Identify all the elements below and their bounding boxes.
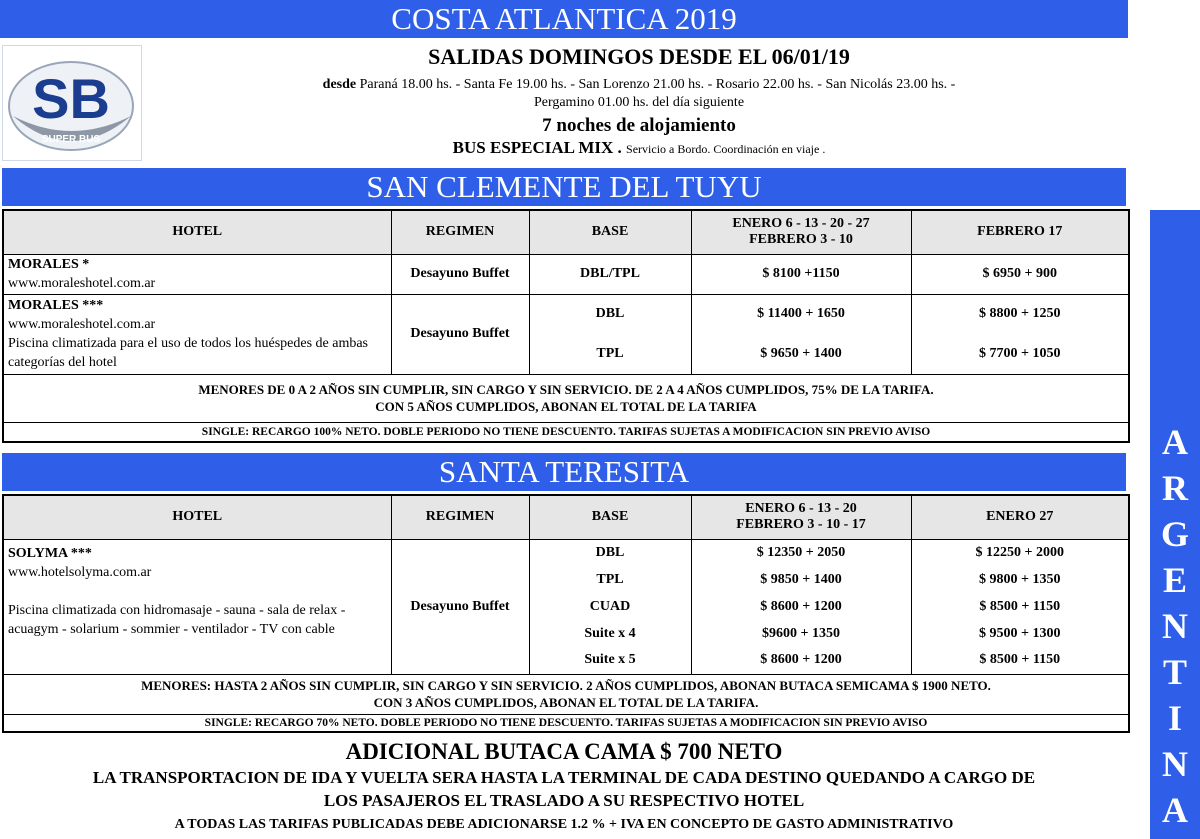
san-clemente-title: SAN CLEMENTE DEL TUYU	[2, 168, 1126, 206]
regimen-cell: Desayuno Buffet	[391, 254, 529, 294]
hotel-description: Piscina climatizada para el uso de todos los huéspedes de ambas categorías del hotel	[8, 336, 369, 370]
col-base: BASE	[529, 495, 691, 539]
san-clemente-rates-table	[2, 209, 1130, 443]
hotel-web: www.hotelsolyma.com.ar	[8, 564, 152, 580]
regimen-cell: Desayuno Buffet	[391, 539, 529, 674]
col-base: BASE	[529, 210, 691, 254]
col-period-1-line1: ENERO 6 - 13 - 20	[745, 501, 857, 517]
col-hotel: HOTEL	[3, 210, 391, 254]
price-period-2: $ 8500 + 1150	[911, 593, 1129, 620]
table-header-row	[3, 210, 1129, 254]
col-regimen: REGIMEN	[391, 210, 529, 254]
santa-teresita-title: SANTA TERESITA	[2, 453, 1126, 491]
logo-letters: SB	[32, 67, 110, 130]
side-letter: A	[1162, 422, 1188, 462]
minors-note-row	[3, 674, 1129, 714]
bus-detail: Servicio a Bordo. Coordinación en viaje .	[626, 142, 826, 156]
minors-note	[3, 674, 1129, 714]
price-period-2: $ 9500 + 1300	[911, 620, 1129, 647]
hotel-description: Piscina climatizada con hidromasaje - sauna - sala de relax - acuagym - solarium - sommier - ventilador - TV con cable	[8, 602, 346, 637]
side-letter: E	[1162, 560, 1187, 600]
base-cell: Suite x 5	[529, 647, 691, 674]
minors-note	[3, 374, 1129, 422]
page-title-banner: COSTA ATLANTICA 2019	[0, 0, 1128, 38]
base-cell: TPL	[529, 566, 691, 593]
single-note-row	[3, 714, 1129, 732]
side-letter: G	[1160, 514, 1189, 554]
hotel-name: MORALES *	[8, 257, 90, 272]
superbus-logo-icon	[3, 46, 141, 160]
superbus-logo	[2, 45, 142, 161]
side-letter: I	[1167, 698, 1182, 738]
departure-schedule-2: Pergamino 01.00 hs. del día siguiente	[533, 95, 745, 110]
additional-seat-note: ADICIONAL BUTACA CAMA $ 700 NETO	[345, 739, 783, 764]
price-period-1: $ 8600 + 1200	[691, 593, 911, 620]
col-period-1	[691, 495, 911, 539]
col-hotel: HOTEL	[3, 495, 391, 539]
price-period-2: $ 9800 + 1350	[911, 566, 1129, 593]
single-note-row	[3, 422, 1129, 442]
santa-teresita-rates-table	[2, 494, 1130, 733]
nights-info: 7 noches de alojamiento	[542, 115, 736, 136]
table-header-row	[3, 495, 1129, 539]
transport-note-line1: LA TRANSPORTACION DE IDA Y VUELTA SERA HASTA LA TERMINAL DE CADA DESTINO QUEDANDO A CARGO DE	[92, 768, 1036, 787]
bus-info	[150, 138, 1128, 158]
transport-note	[0, 766, 1128, 812]
price-period-1: $ 9650 + 1400	[691, 334, 911, 374]
price-period-2: $ 6950 + 900	[911, 254, 1129, 294]
table-row	[3, 254, 1129, 294]
minors-note-line2: CON 3 AÑOS CUMPLIDOS, ABONAN EL TOTAL DE LA TARIFA.	[373, 695, 759, 710]
table-row	[3, 539, 1129, 566]
price-period-1: $ 8100 +1150	[691, 254, 911, 294]
price-period-1: $ 12350 + 2050	[691, 539, 911, 566]
side-letter: R	[1162, 468, 1188, 508]
col-period-2: ENERO 27	[911, 495, 1129, 539]
hotel-web: www.moraleshotel.com.ar	[8, 276, 156, 291]
transport-note-line2: LOS PASAJEROS EL TRASLADO A SU RESPECTIVO HOTEL	[323, 791, 805, 810]
departure-prefix: desde	[322, 77, 357, 92]
col-period-1	[691, 210, 911, 254]
price-period-1: $9600 + 1350	[691, 620, 911, 647]
side-letter: N	[1162, 606, 1188, 646]
hotel-web: www.moraleshotel.com.ar	[8, 317, 156, 332]
col-period-1-line1: ENERO 6 - 13 - 20 - 27	[732, 216, 870, 232]
regimen-cell: Desayuno Buffet	[391, 294, 529, 374]
departure-subtitle: SALIDAS DOMINGOS DESDE EL 06/01/19	[428, 44, 850, 69]
base-cell: CUAD	[529, 593, 691, 620]
price-period-2: $ 8500 + 1150	[911, 647, 1129, 674]
departure-cities: Paraná 18.00 hs. - Santa Fe 19.00 hs. - San Lorenzo 21.00 hs. - Rosario 22.00 hs. - San Nicolás 23.00 hs. -	[359, 77, 956, 92]
hotel-morales-1	[3, 254, 391, 294]
price-period-1: $ 11400 + 1650	[691, 294, 911, 334]
argentina-side-label	[1150, 210, 1200, 839]
hotel-name: MORALES ***	[8, 298, 104, 313]
hotel-morales-3	[3, 294, 391, 374]
price-period-2: $ 8800 + 1250	[911, 294, 1129, 334]
price-period-2: $ 7700 + 1050	[911, 334, 1129, 374]
base-cell: DBL	[529, 294, 691, 334]
col-regimen: REGIMEN	[391, 495, 529, 539]
side-letter: N	[1162, 744, 1188, 784]
admin-fee-note: A TODAS LAS TARIFAS PUBLICADAS DEBE ADICIONARSE 1.2 % + IVA EN CONCEPTO DE GASTO ADMINISTRATIVO	[174, 817, 954, 832]
single-note: SINGLE: RECARGO 70% NETO. DOBLE PERIODO NO TIENE DESCUENTO. TARIFAS SUJETAS A MODIFICACION SIN PREVIO AVISO	[3, 714, 1129, 732]
price-period-1: $ 9850 + 1400	[691, 566, 911, 593]
bus-type: BUS ESPECIAL MIX .	[452, 138, 622, 157]
price-period-2: $ 12250 + 2000	[911, 539, 1129, 566]
table-row	[3, 294, 1129, 334]
base-cell: DBL	[529, 539, 691, 566]
base-cell: Suite x 4	[529, 620, 691, 647]
minors-note-row	[3, 374, 1129, 422]
minors-note-line1: MENORES DE 0 A 2 AÑOS SIN CUMPLIR, SIN CARGO Y SIN SERVICIO. DE 2 A 4 AÑOS CUMPLIDOS, 75% DE LA TARIFA.	[198, 382, 934, 397]
side-letter: T	[1162, 652, 1187, 692]
col-period-1-line2: FEBRERO 3 - 10 - 17	[736, 517, 866, 533]
minors-note-line2: CON 5 AÑOS CUMPLIDOS, ABONAN EL TOTAL DE LA TARIFA	[375, 399, 757, 414]
side-letter: A	[1162, 790, 1188, 830]
single-note: SINGLE: RECARGO 100% NETO. DOBLE PERIODO NO TIENE DESCUENTO. TARIFAS SUJETAS A MODIFICACION SIN PREVIO AVISO	[3, 422, 1129, 442]
minors-note-line1: MENORES: HASTA 2 AÑOS SIN CUMPLIR, SIN CARGO Y SIN SERVICIO. 2 AÑOS CUMPLIDOS, ABONAN BUTACA SEMICAMA $ 1900 NETO.	[141, 678, 991, 693]
base-cell: TPL	[529, 334, 691, 374]
col-period-1-line2: FEBRERO 3 - 10	[749, 232, 853, 248]
hotel-name: SOLYMA ***	[8, 545, 92, 561]
hotel-solyma	[3, 539, 391, 674]
base-cell: DBL/TPL	[529, 254, 691, 294]
price-period-1: $ 8600 + 1200	[691, 647, 911, 674]
col-period-2: FEBRERO 17	[911, 210, 1129, 254]
departure-schedule	[150, 77, 1128, 93]
logo-tagline: SUPER BUS	[41, 134, 101, 145]
